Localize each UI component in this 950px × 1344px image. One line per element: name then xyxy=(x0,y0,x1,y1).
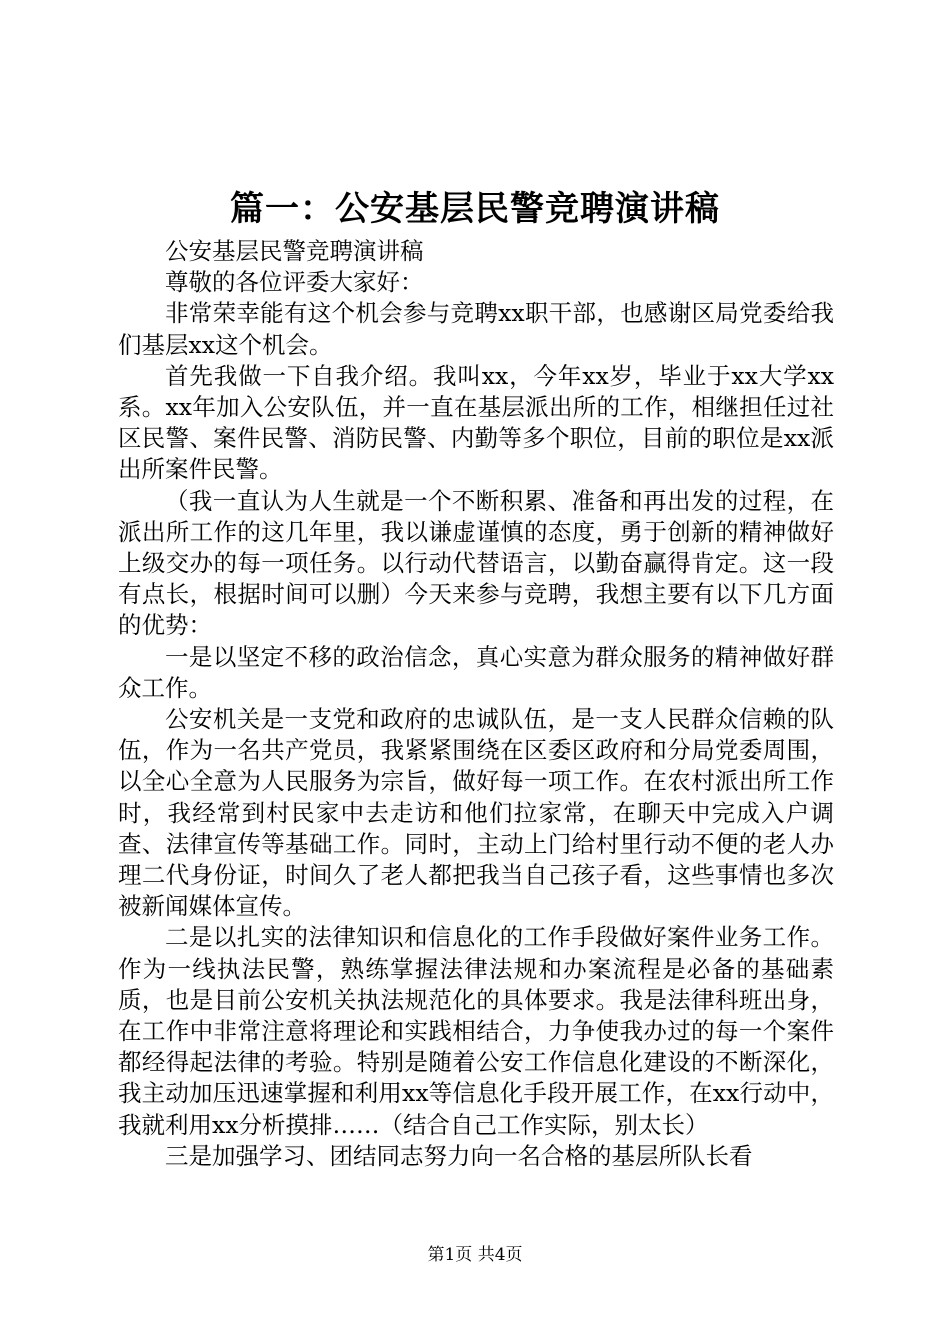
document-body xyxy=(118,236,834,1172)
paragraph-introduction: 首先我做一下自我介绍。我叫xx，今年xx岁，毕业于xx大学xx系。xx年加入公安队伍，并一直在基层派出所的工作，相继担任过社区民警、案件民警、消防民警、内勤等多个职位，目前的职位是xx派出所案件民警。 xyxy=(118,361,834,484)
paragraph-point-one: 一是以坚定不移的政治信念，真心实意为群众服务的精神做好群众工作。 xyxy=(118,642,834,702)
paragraph-subtitle: 公安基层民警竞聘演讲稿 xyxy=(165,237,424,265)
paragraph-reflection: （我一直认为人生就是一个不断积累、准备和再出发的过程，在派出所工作的这几年里，我以谦虚谨慎的态度，勇于创新的精神做好上级交办的每一项任务。以行动代替语言，以勤奋赢得肯定。这一段有点长，根据时间可以删）今天来参与竞聘，我想主要有以下几方面的优势： xyxy=(118,486,834,640)
document-title: 篇一：公安基层民警竞聘演讲稿 xyxy=(230,189,720,229)
paragraph-opening: 非常荣幸能有这个机会参与竞聘xx职干部，也感谢区局党委给我们基层xx这个机会。 xyxy=(118,299,834,359)
paragraph-point-three: 三是加强学习、团结同志努力向一名合格的基层所队长看 xyxy=(165,1141,753,1170)
paragraph-greeting: 尊敬的各位评委大家好： xyxy=(165,268,424,297)
page-number-footer: 第1页 共4页 xyxy=(427,1245,523,1265)
paragraph-police-service: 公安机关是一支党和政府的忠诚队伍，是一支人民群众信赖的队伍，作为一名共产党员，我紧紧围绕在区委区政府和分局党委周围，以全心全意为人民服务为宗旨，做好每一项工作。在农村派出所工作时，我经常到村民家中去走访和他们拉家常，在聊天中完成入户调查、法律宣传等基础工作。同时，主动上门给村里行动不便的老人办理二代身份证，时间久了老人都把我当自己孩子看，这些事情也多次被新闻媒体宣传。 xyxy=(118,705,834,921)
paragraph-point-two: 二是以扎实的法律知识和信息化的工作手段做好案件业务工作。作为一线执法民警，熟练掌握法律法规和办案流程是必备的基础素质，也是目前公安机关执法规范化的具体要求。我是法律科班出身，在工作中非常注意将理论和实践相结合，力争使我办过的每一个案件都经得起法律的考验。特别是随着公安工作信息化建设的不断深化，我主动加压迅速掌握和利用xx等信息化手段开展工作，在xx行动中，我就利用xx分析摸排……（结合自己工作实际，别太长） xyxy=(118,923,834,1139)
